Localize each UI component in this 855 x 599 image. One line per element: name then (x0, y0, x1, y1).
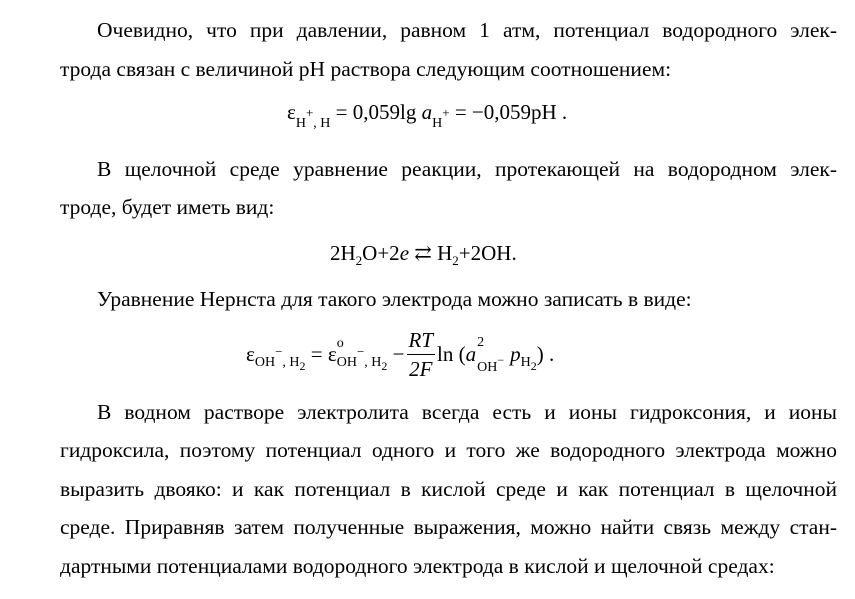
paragraph-3-line-1: Уравнение Нернста для такого электрода можно записать в виде: (97, 287, 692, 311)
paragraph-4-line-1: В водном растворе электролита всегда есть и ионы гидроксония, и ионы (97, 400, 837, 424)
paragraph-1-line-2: трода связан с величиной pH раствора следующим соотношением: (60, 57, 672, 81)
paragraph-4-line-5: дартными потенциалами водородного электрода в кислой и щелочной средах: (60, 554, 775, 578)
paragraph-1-line-1: Очевидно, что при давлении, равном 1 атм, потенциал водородного элек- (97, 18, 837, 42)
paragraph-4-line-2: гидроксила, поэтому потенциал одного и того же водородного электрода можно (60, 438, 837, 462)
fraction-rt-2f: $\frac{RT}{2F}$ (408, 327, 434, 381)
paragraph-2-line-1: В щелочной среде уравнение реакции, протекающей на водородном элек- (97, 157, 837, 181)
formula-hydrogen-potential: $\varepsilon_{H+, H} = 0,059\lg$ $a_{H+} = -0,059pH$ . (287, 100, 568, 131)
formula-nernst: ε OH−, H2 = ε o OH−, H2 − $\frac{RT}{2F}$ ln ( a 2 OH− p H2 ) . (246, 327, 555, 381)
paragraph-4-line-4: среде. Приравняв затем полученные выражения, можно найти связь между стан- (60, 515, 837, 539)
paragraph-2-line-2: троде, будет иметь вид: (60, 195, 275, 219)
paragraph-4-line-3: выразить двояко: и как потенциал в кислой среде и как потенциал в щелочной (60, 477, 837, 501)
formula-alkaline-reaction: $2H_2O+2e$ ⇄ $H_2+2OH$. (330, 241, 517, 268)
